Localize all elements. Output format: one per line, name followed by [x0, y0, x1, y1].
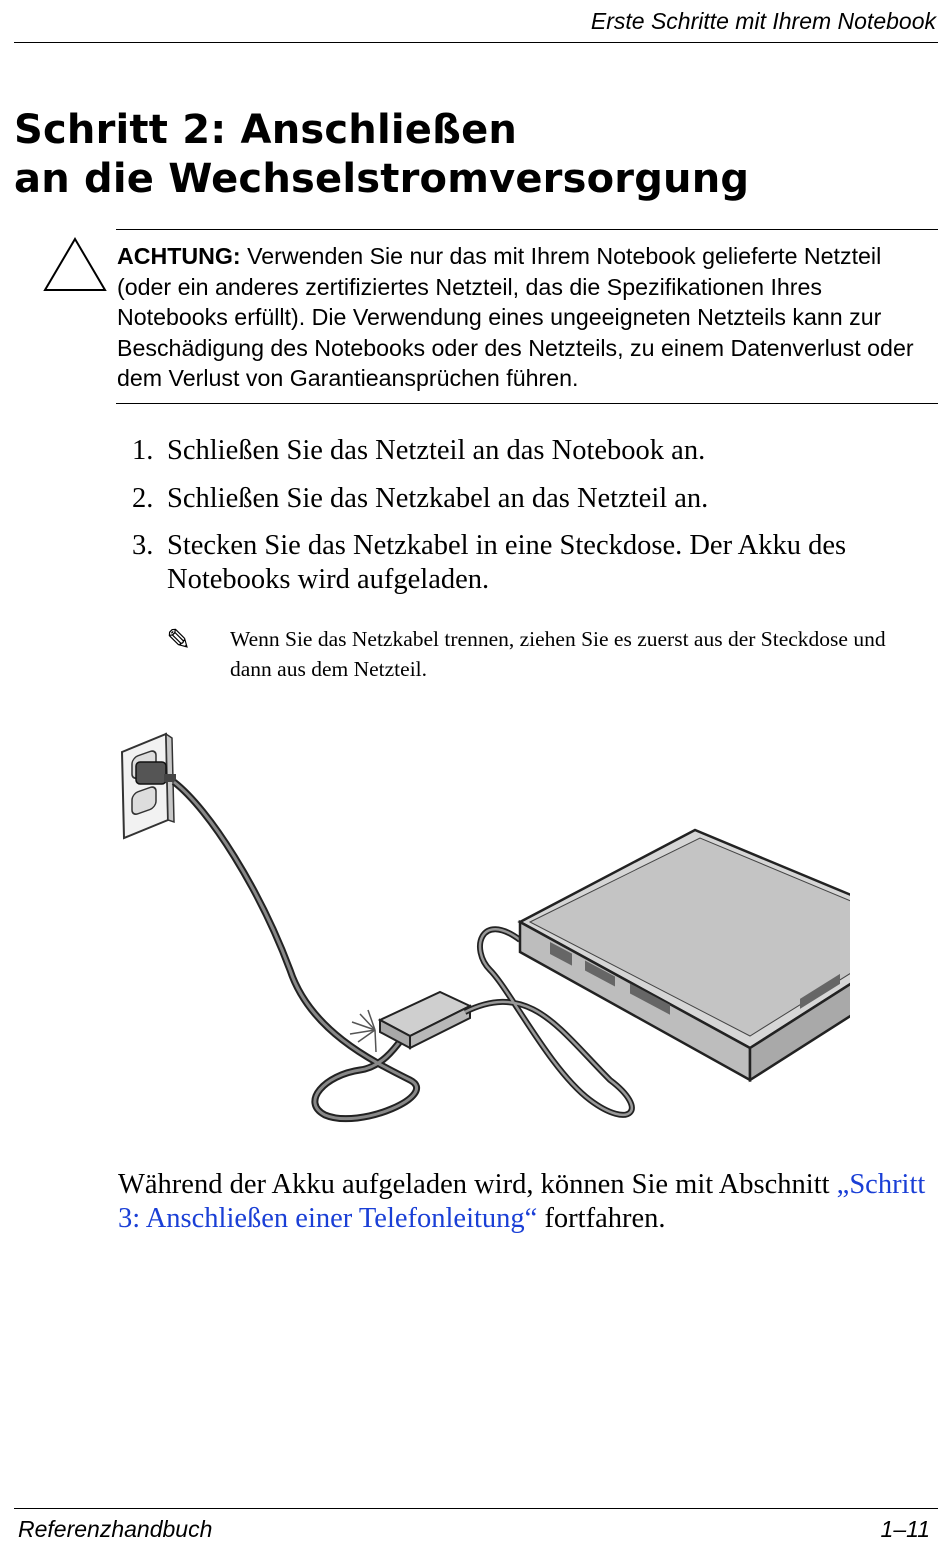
closing-paragraph	[118, 1168, 928, 1236]
power-adapter-icon	[350, 992, 470, 1052]
step-number: 2.	[132, 482, 154, 514]
caution-box	[117, 241, 932, 394]
power-connection-illustration	[110, 730, 850, 1150]
step-text: Schließen Sie das Netzteil an das Notebook an.	[167, 435, 706, 466]
page-number: 1–11	[880, 1516, 930, 1542]
list-item	[132, 529, 922, 597]
section-title-line-1: Schritt 2: Anschließen	[14, 107, 518, 153]
caution-top-rule	[116, 229, 938, 230]
caution-bottom-rule	[116, 403, 938, 404]
section-title-line-2: an die Wechselstromversorgung	[14, 156, 750, 202]
caution-text: Verwenden Sie nur das mit Ihrem Notebook gelieferte Netzteil (oder ein anderes zertifiziertes Netzteil, das die Spezifikationen Ihres Notebooks erfüllt). Die Verwendung eines ungeeigneten Netzteils kann zur Beschädigung des Notebooks oder des Netzteils, zu einem Datenverlust oder dem Verlust von Garantieansprüchen führen.	[117, 243, 914, 391]
closing-text-after: fortfahren.	[537, 1203, 666, 1234]
step-number: 1.	[132, 435, 154, 466]
step-text: Schließen Sie das Netzkabel an das Netzteil an.	[167, 482, 709, 514]
notebook-icon	[520, 830, 850, 1080]
list-item	[132, 482, 922, 516]
caution-label: ACHTUNG:	[117, 243, 241, 269]
header-rule	[14, 42, 938, 43]
list-item	[132, 434, 922, 468]
wall-outlet-icon	[122, 734, 176, 838]
section-title	[14, 106, 749, 204]
step-number: 3.	[132, 530, 154, 561]
closing-text-before: Während der Akku aufgeladen wird, können Sie mit Abschnitt	[118, 1169, 837, 1200]
footer-rule	[14, 1508, 938, 1509]
warning-triangle-icon	[42, 236, 108, 294]
note-text: Wenn Sie das Netzkabel trennen, ziehen Sie es zuerst aus der Steckdose und dann aus dem Netzteil.	[230, 627, 886, 681]
step-text: Stecken Sie das Netzkabel in eine Steckdose. Der Akku des Notebooks wird aufgeladen.	[167, 530, 847, 595]
running-header: Erste Schritte mit Ihrem Notebook	[590, 8, 936, 34]
footer-book-title: Referenzhandbuch	[18, 1516, 213, 1542]
cross-reference-link[interactable]: „Schritt 3: Anschließen einer Telefonleitung“	[118, 1169, 926, 1234]
step-list	[132, 434, 922, 611]
pencil-note-icon: ✎	[166, 623, 192, 658]
